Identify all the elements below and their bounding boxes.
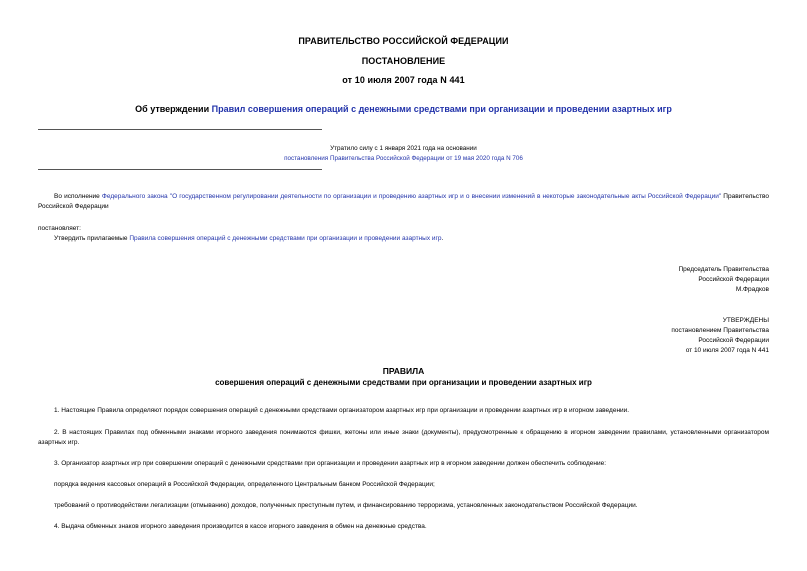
authority-heading: ПРАВИТЕЛЬСТВО РОССИЙСКОЙ ФЕДЕРАЦИИ bbox=[298, 36, 509, 46]
repeal-status-line: Утратило силу с 1 января 2021 года на основании bbox=[330, 145, 477, 152]
decides-text: постановляет: bbox=[38, 225, 81, 232]
rules-item: 1. Настоящие Правила определяют порядок совершения операций с денежными средствами организатором азартных игр при организации и проведении азартных игр в игорном заведении. bbox=[54, 407, 630, 414]
rules-item: 4. Выдача обменных знаков игорного заведения производится в кассе игорного заведения в обмен на денежные средства. bbox=[54, 523, 427, 530]
signature-country: Российской Федерации bbox=[698, 276, 769, 283]
document-title-prefix: Об утверждении bbox=[135, 104, 212, 114]
preamble-paragraph bbox=[38, 192, 769, 212]
repeal-decree-link[interactable]: постановления Правительства Российской Федерации от 19 мая 2020 года N 706 bbox=[284, 155, 523, 162]
rules-item: порядка ведения кассовых операций в Российской Федерации, определенного Центральным банком Российской Федерации; bbox=[54, 481, 435, 488]
approve-paragraph bbox=[54, 234, 769, 244]
approve-suffix: . bbox=[441, 235, 444, 242]
approve-prefix: Утвердить прилагаемые bbox=[54, 235, 130, 242]
rules-item: требований о противодействии легализации (отмыванию) доходов, полученных преступным путем, и финансированию терроризма, установленных законодательством Российской Федерации. bbox=[54, 502, 638, 509]
divider-top bbox=[38, 129, 322, 130]
rules-item: 2. В настоящих Правилах под обменными знаками игорного заведения понимаются фишки, жетоны или иные знаки (документы), предусмотренные к обращению в игорном заведении правилами, установленными организатором азартных игр. bbox=[38, 429, 769, 446]
document-type: ПОСТАНОВЛЕНИЕ bbox=[361, 56, 446, 66]
approved-date: от 10 июля 2007 года N 441 bbox=[685, 347, 769, 354]
divider-bottom bbox=[38, 169, 322, 170]
preamble-intro: Во исполнение bbox=[54, 193, 102, 200]
document-title bbox=[0, 104, 807, 114]
approved-by: постановлением Правительства bbox=[671, 327, 769, 334]
federal-law-link[interactable]: Федерального закона "О государственном регулировании деятельности по организации и проведению азартных игр и о внесении изменений в некоторые законодательные акты Российской Федерации" bbox=[101, 193, 722, 200]
signature-name: М.Фрадков bbox=[735, 286, 769, 293]
rules-subtitle: совершения операций с денежными средствами при организации и проведении азартных игр bbox=[215, 378, 592, 387]
rules-link-title[interactable]: Правил совершения операций с денежными средствами при организации и проведении азартных игр bbox=[211, 104, 672, 114]
preamble-tail: Правительство Российской Федерации bbox=[38, 193, 769, 210]
rules-item: 3. Организатор азартных игр при совершении операций с денежными средствами при организации и проведении азартных игр в игорном заведении должен обеспечить соблюдение: bbox=[54, 460, 607, 467]
approved-country: Российской Федерации bbox=[698, 337, 769, 344]
rules-title: ПРАВИЛА bbox=[382, 366, 425, 376]
repeal-status-link-line bbox=[0, 154, 807, 164]
signature-position: Председатель Правительства bbox=[678, 266, 769, 273]
rules-link-approve[interactable]: Правила совершения операций с денежными средствами при организации и проведении азартных игр bbox=[129, 235, 442, 242]
approved-label: УТВЕРЖДЕНЫ bbox=[722, 317, 769, 324]
document-date-number: от 10 июля 2007 года N 441 bbox=[342, 75, 465, 85]
